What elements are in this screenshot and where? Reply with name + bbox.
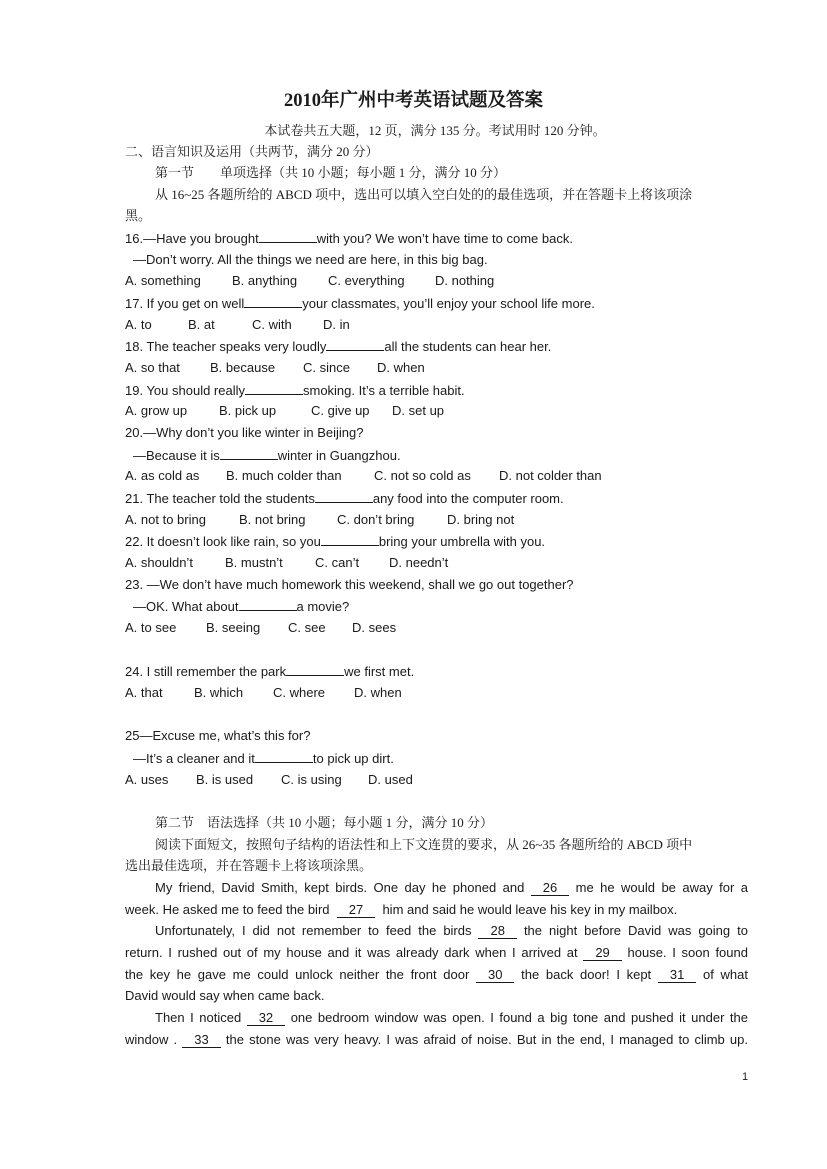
option-a: A. to see — [125, 620, 177, 635]
question-20-options — [125, 468, 602, 484]
option-a: A. not to bring — [125, 512, 206, 527]
question-20-line2: —Because it is winter in Guangzhou. — [133, 448, 401, 463]
question-22: 22. It doesn’t look like rain, so you bring your umbrella with you. — [125, 534, 546, 549]
question-23-line2: —OK. What about a movie? — [133, 599, 350, 614]
blank-number: 29 — [583, 946, 621, 961]
option-a: A. so that — [125, 360, 180, 375]
question-23-options — [125, 620, 396, 636]
part2-instruction-line1: 阅读下面短文，按照句子结构的语法性和上下文连贯的要求，从 26~35 各题所给的 ABCD 项中 — [155, 837, 693, 852]
passage-line: week. He asked me to feed the bird 27 him and said he would leave his key in my mailbox. — [125, 902, 678, 917]
option-c: C. since — [303, 360, 350, 375]
passage-line: Then I noticed 32 one bedroom window was open. I found a big tone and pushed it under the — [155, 1010, 748, 1025]
blank-number: 26 — [531, 881, 569, 896]
option-a: A. uses — [125, 772, 169, 787]
question-21-options — [125, 512, 514, 528]
option-d: D. needn’t — [389, 555, 449, 570]
answer-blank — [220, 447, 278, 460]
option-c: C. is using — [281, 772, 342, 787]
answer-blank — [239, 598, 297, 611]
option-c: C. see — [288, 620, 326, 635]
option-b: B. much colder than — [226, 468, 342, 483]
answer-blank — [326, 338, 384, 351]
option-d: D. bring not — [447, 512, 515, 527]
question-25-options — [125, 772, 413, 788]
question-18: 18. The teacher speaks very loudly all the students can hear her. — [125, 339, 552, 354]
option-d: D. when — [354, 685, 402, 700]
question-16-options — [125, 273, 494, 289]
option-b: B. at — [188, 317, 215, 332]
passage-line: the key he gave me could unlock neither the front door 30 the back door! I kept 31 of what — [125, 967, 748, 982]
option-d: D. in — [323, 317, 350, 332]
section-header: 二、语言知识及运用（共两节，满分 20 分） — [125, 144, 379, 159]
passage-line: David would say when came back. — [125, 988, 325, 1003]
option-c: C. can’t — [315, 555, 360, 570]
part2-heading: 第二节 语法选择（共 10 小题；每小题 1 分，满分 10 分） — [155, 815, 494, 830]
option-d: D. nothing — [435, 273, 495, 288]
question-16: 16.—Have you brought with you? We won’t have time to come back. — [125, 231, 573, 246]
option-b: B. because — [210, 360, 276, 375]
option-b: B. anything — [232, 273, 298, 288]
option-b: B. is used — [196, 772, 254, 787]
option-a: A. something — [125, 273, 201, 288]
answer-blank — [255, 750, 313, 763]
blank-number: 33 — [182, 1033, 220, 1048]
question-17-options — [125, 317, 350, 333]
option-d: D. set up — [392, 403, 445, 418]
question-23: 23. —We don’t have much homework this weekend, shall we go out together? — [125, 577, 574, 592]
blank-number: 31 — [658, 968, 696, 983]
blank-number: 30 — [476, 968, 514, 983]
passage-line: Unfortunately, I did not remember to feed the birds 28 the night before David was going to — [155, 923, 748, 938]
option-d: D. not colder than — [499, 468, 602, 483]
part2-instruction-line2: 选出最佳选项，并在答题卡上将该项涂黑。 — [125, 858, 373, 873]
blank-number: 28 — [478, 924, 516, 939]
answer-blank — [245, 382, 303, 395]
question-21: 21. The teacher told the students any food into the computer room. — [125, 491, 564, 506]
option-d: D. used — [368, 772, 413, 787]
question-19: 19. You should really smoking. It’s a terrible habit. — [125, 383, 465, 398]
answer-blank — [321, 533, 379, 546]
option-a: A. grow up — [125, 403, 188, 418]
option-b: B. which — [194, 685, 244, 700]
option-c: C. don’t bring — [337, 512, 415, 527]
question-19-options — [125, 403, 444, 419]
answer-blank — [259, 230, 317, 243]
question-25: 25—Excuse me, what’s this for? — [125, 728, 311, 743]
option-b: B. seeing — [206, 620, 261, 635]
question-24-options — [125, 685, 402, 701]
passage-line: window . 33 the stone was very heavy. I was afraid of noise. But in the end, I managed to climb up. — [125, 1032, 748, 1047]
passage-line: My friend, David Smith, kept birds. One day he phoned and 26 me he would be away for a — [155, 880, 748, 895]
question-25-line2: —It’s a cleaner and it to pick up dirt. — [133, 751, 394, 766]
option-a: A. that — [125, 685, 163, 700]
page-number: 1 — [742, 1071, 749, 1083]
option-c: C. with — [252, 317, 292, 332]
question-18-options — [125, 360, 425, 376]
blank-number: 27 — [337, 903, 375, 918]
option-c: C. where — [273, 685, 326, 700]
option-b: B. pick up — [219, 403, 277, 418]
option-a: A. shouldn’t — [125, 555, 193, 570]
question-24: 24. I still remember the park we first met. — [125, 664, 415, 679]
option-a: A. to — [125, 317, 152, 332]
document-subtitle: 本试卷共五大题，12 页，满分 135 分。考试用时 120 分钟。 — [264, 123, 606, 138]
option-b: B. not bring — [239, 512, 306, 527]
part1-heading: 第一节 单项选择（共 10 小题；每小题 1 分，满分 10 分） — [155, 165, 507, 180]
option-c: C. not so cold as — [374, 468, 471, 483]
option-d: D. sees — [352, 620, 397, 635]
answer-blank — [244, 295, 302, 308]
option-c: C. give up — [311, 403, 370, 418]
question-17: 17. If you get on well your classmates, you’ll enjoy your school life more. — [125, 296, 595, 311]
question-16-line2: —Don’t worry. All the things we need are here, in this big bag. — [133, 252, 488, 267]
document-title: 2010年广州中考英语试题及答案 — [283, 91, 543, 111]
answer-blank — [315, 490, 373, 503]
question-20: 20.—Why don’t you like winter in Beijing? — [125, 425, 364, 440]
option-d: D. when — [377, 360, 425, 375]
part1-instruction-line1: 从 16~25 各题所给的 ABCD 项中，选出可以填入空白处的的最佳选项，并在答题卡上将该项涂 — [155, 187, 693, 202]
passage-line: return. I rushed out of my house and it was already dark when I arrived at 29 house. I soon found — [125, 945, 748, 960]
option-a: A. as cold as — [125, 468, 200, 483]
part1-instruction-line2: 黑。 — [125, 208, 152, 223]
answer-blank — [286, 663, 344, 676]
question-22-options — [125, 555, 448, 571]
option-c: C. everything — [328, 273, 405, 288]
blank-number: 32 — [247, 1011, 285, 1026]
option-b: B. mustn’t — [225, 555, 283, 570]
